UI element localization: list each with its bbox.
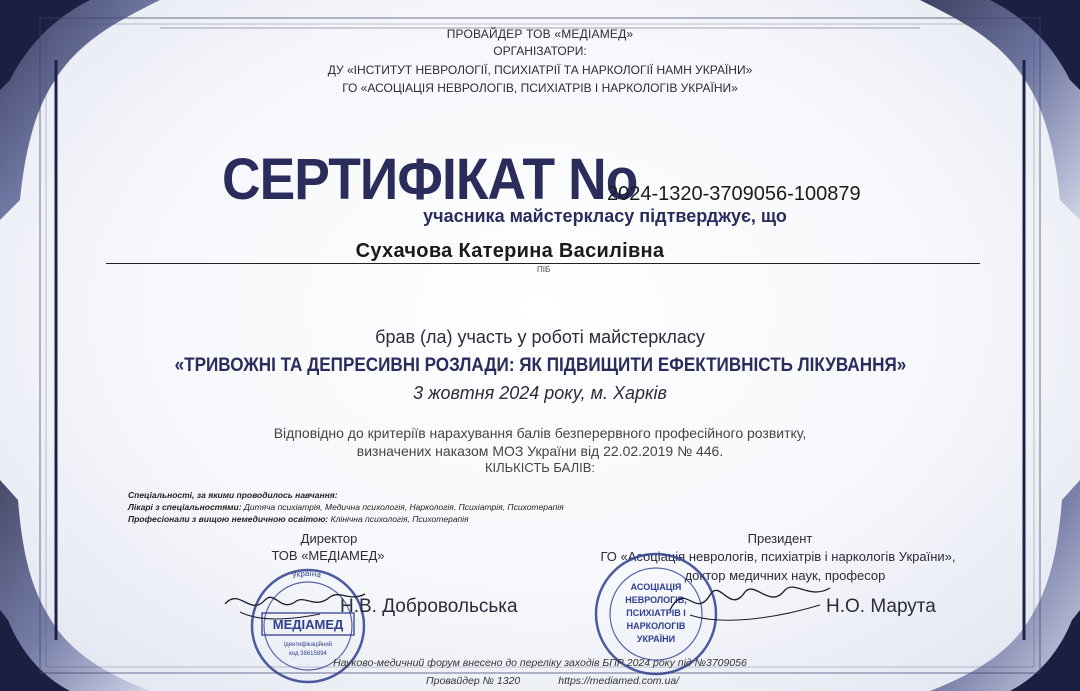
- professionals-value: Клінічна психологія, Психотерапія: [328, 514, 469, 524]
- criteria-line-2: визначених наказом МОЗ України від 22.02.2019 № 446.: [356, 443, 724, 459]
- certificate-title: СЕРТИФІКАТ No: [222, 147, 638, 212]
- organizers-label: ОРГАНІЗАТОРИ:: [493, 44, 587, 58]
- doctors-value: Дитяча психіатрія, Медична психологія, Наркологія, Психіатрія, Психотерапія: [241, 502, 564, 512]
- stamp-center-text: МЕДІАМЕД: [272, 617, 344, 632]
- director-name: Н.В. Добровольська: [340, 596, 518, 617]
- president-org: ГО «Асоціація неврологів, психіатрів і наркологів України»,: [600, 549, 956, 564]
- stamp-line-1: АСОЦІАЦІЯ: [630, 582, 682, 592]
- director-title: Директор: [300, 531, 358, 546]
- footer-provider: [426, 675, 679, 687]
- participant-name-text: Сухачова Катерина Василівна: [355, 240, 665, 262]
- participation-text: брав (ла) участь у роботі майстеркласу: [375, 327, 705, 347]
- certificate-number: 2024-1320-3709056-100879: [607, 183, 861, 205]
- doctors-label: Лікарі з спеціальностями:: [128, 502, 242, 512]
- stamp-code-text: код 38615894: [289, 651, 327, 657]
- workshop-title: [0, 355, 1080, 377]
- stamp-ring-text: Україна: [290, 568, 322, 581]
- certificate-subtitle: [0, 206, 1080, 227]
- organizer-association: ГО «АСОЦІАЦІЯ НЕВРОЛОГІВ, ПСИХІАТРІВ І НАРКОЛОГІВ УКРАЇНИ»: [342, 81, 738, 95]
- event-date-place: 3 жовтня 2024 року, м. Харків: [413, 383, 667, 403]
- organizer-institute: ДУ «ІНСТИТУТ НЕВРОЛОГІЇ, ПСИХІАТРІЇ ТА НАРКОЛОГІЇ НАМН УКРАЇНИ»: [327, 63, 753, 77]
- footer-url[interactable]: https://mediamed.com.ua/: [558, 675, 680, 687]
- criteria-line-1: Відповідно до критеріїв нарахування балів безперервного професійного розвитку,: [273, 425, 807, 441]
- participant-name: [0, 240, 1080, 263]
- stamp-id-text: ідентифікаційний: [283, 642, 333, 648]
- stamp-line-5: УКРАЇНИ: [636, 634, 676, 644]
- director-org: ТОВ «МЕДІАМЕД»: [271, 548, 385, 563]
- footer-provider-number: Провайдер № 1320: [426, 675, 521, 687]
- stamp-line-2: НЕВРОЛОГІВ,: [625, 595, 687, 605]
- president-title: Президент: [747, 531, 813, 546]
- president-name: Н.О. Марута: [826, 596, 936, 617]
- specialties-block: [128, 489, 564, 525]
- president-degree: доктор медичних наук, професор: [684, 568, 886, 583]
- specialties-heading: Спеціальності, за якими проводилось навчання:: [128, 490, 338, 500]
- name-underline: [106, 263, 980, 264]
- workshop-title-text: «ТРИВОЖНІ ТА ДЕПРЕСИВНІ РОЗЛАДИ: ЯК ПІДВИЩИТИ ЕФЕКТИВНІСТЬ ЛІКУВАННЯ»: [174, 355, 906, 376]
- points-label: КІЛЬКІСТЬ БАЛІВ:: [484, 460, 596, 475]
- president-signature: [660, 570, 840, 630]
- provider-line: ПРОВАЙДЕР ТОВ «МЕДІАМЕД»: [446, 27, 634, 41]
- professionals-label: Професіонали з вищою немедичною освітою:: [128, 514, 329, 524]
- name-caption: ПІБ: [537, 265, 551, 274]
- stamp-line-3: ПСИХІАТРІВ І: [626, 608, 686, 618]
- subtitle-text: учасника майстеркласу підтверджує, що: [423, 206, 787, 226]
- footer-registry: Науково-медичний форум внесено до переліку заходів БПР 2024 року під №3709056: [333, 657, 747, 669]
- stamp-line-4: НАРКОЛОГІВ: [626, 621, 686, 631]
